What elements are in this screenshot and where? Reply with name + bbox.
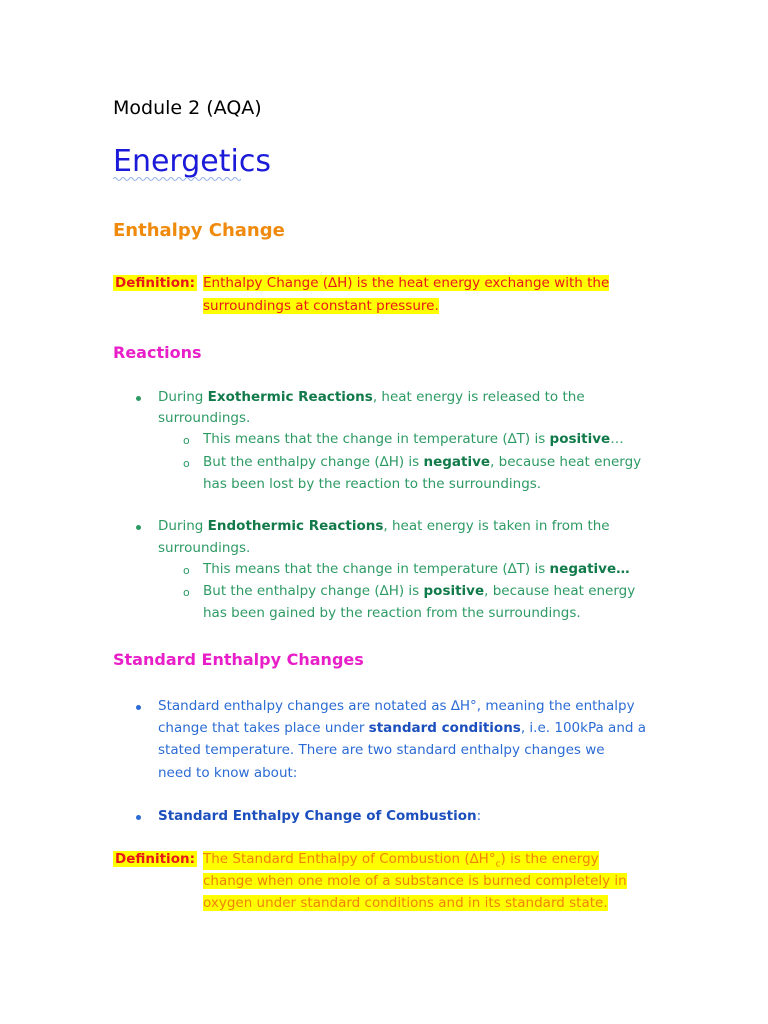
bullet-icon [136, 705, 141, 710]
sub-bullet-icon: o [183, 434, 190, 447]
list-item-combustion: Standard Enthalpy Change of Combustion: [158, 808, 482, 824]
bullet-icon [136, 396, 141, 401]
page-title: Energetics [113, 144, 271, 179]
list-item-exothermic: During Exothermic Reactions, heat energy is released to the [158, 389, 585, 405]
definition-line: Enthalpy Change (∆H) is the heat energy exchange with the [203, 275, 610, 291]
sub-list-item-line: has been lost by the reaction to the surroundings. [203, 476, 542, 492]
sub-bullet-icon: o [183, 457, 190, 470]
list-item-line: surroundings. [158, 410, 251, 426]
list-item-line: surroundings. [158, 540, 251, 556]
sub-list-item-line: has been gained by the reaction from the surroundings. [203, 605, 581, 621]
section-heading-enthalpy-change: Enthalpy Change [113, 220, 285, 241]
definition-label: Definition: [115, 275, 195, 291]
definition-label: Definition: [115, 851, 195, 867]
paragraph-line: stated temperature. There are two standard enthalpy changes we [158, 742, 605, 758]
definition-line: oxygen under standard conditions and in its standard state. [203, 895, 608, 911]
definition-line: The Standard Enthalpy of Combustion $(\Delta H^\circ_c)$ is the energy [203, 851, 599, 870]
bullet-icon [136, 815, 141, 820]
paragraph-line: change that takes place under standard conditions, i.e. 100kPa and a [158, 720, 647, 736]
sub-list-item: This means that the change in temperature (∆T) is positive… [203, 431, 624, 447]
definition-line: surroundings at constant pressure. [203, 298, 439, 314]
spellcheck-underline [113, 176, 241, 182]
definition-line: change when one mole of a substance is burned completely in [203, 873, 627, 889]
sub-list-item: But the enthalpy change (∆H) is positive, because heat energy [203, 583, 636, 599]
bullet-icon [136, 525, 141, 530]
section-heading-reactions: Reactions [113, 343, 202, 362]
module-title: Module 2 (AQA) [113, 97, 262, 119]
sub-bullet-icon: o [183, 586, 190, 599]
sub-list-item: But the enthalpy change (∆H) is negative, because heat energy [203, 454, 642, 470]
section-heading-standard-enthalpy: Standard Enthalpy Changes [113, 650, 364, 669]
list-item-endothermic: During Endothermic Reactions, heat energy is taken in from the [158, 518, 610, 534]
paragraph-line: Standard enthalpy changes are notated as ∆H°, meaning the enthalpy [158, 698, 635, 714]
sub-list-item: This means that the change in temperature (∆T) is negative… [203, 561, 630, 577]
paragraph-line: need to know about: [158, 765, 298, 781]
sub-bullet-icon: o [183, 564, 190, 577]
